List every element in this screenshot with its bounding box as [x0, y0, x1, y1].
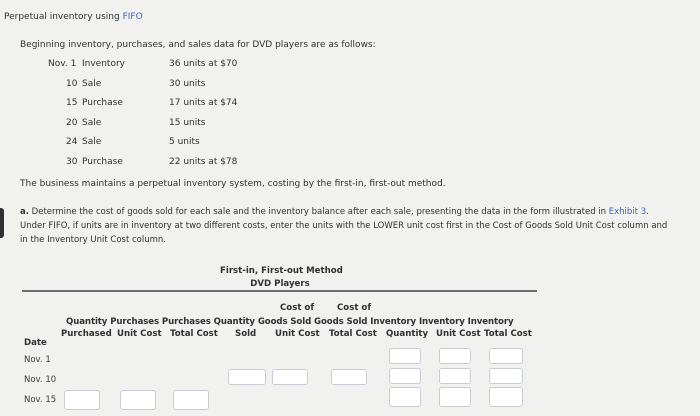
nov15-quantity-purchased-input[interactable]	[64, 390, 100, 410]
txn-type-4: Sale	[82, 137, 102, 147]
txn-detail-3: 15 units	[169, 118, 206, 128]
question-line-2: Under FIFO, if units are in inventory at two different costs, enter the units with the LOWER unit cost first in the Cost of Goods Sold Unit Cost column and	[20, 221, 668, 231]
nov1-inventory-total-cost-input[interactable]	[489, 348, 523, 364]
nov10-cogs-unit-cost-input[interactable]	[272, 369, 308, 385]
txn-date-1: 10	[66, 79, 78, 89]
txn-detail-5: 22 units at $78	[169, 157, 238, 167]
header-inv-quantity: Quantity	[386, 329, 429, 339]
header-cost-of-1: Cost of	[280, 303, 315, 313]
nov10-inventory-quantity-input[interactable]	[389, 368, 421, 384]
fifo-link[interactable]: FIFO	[122, 12, 143, 22]
txn-type-2: Purchase	[82, 98, 123, 108]
nov15-purchases-unit-cost-input[interactable]	[120, 390, 156, 410]
txn-type-3: Sale	[82, 118, 102, 128]
txn-type-0: Inventory	[82, 59, 125, 69]
nov10-inventory-unit-cost-input[interactable]	[439, 368, 471, 384]
header-purchases-unit-cost: Unit Cost	[117, 329, 162, 339]
txn-detail-0: 36 units at $70	[169, 59, 238, 69]
header-inv-unit-cost: Unit Cost	[436, 329, 481, 339]
nov1-inventory-quantity-input[interactable]	[389, 348, 421, 364]
policy-text: The business maintains a perpetual inventory system, costing by the first-in, first-out method.	[20, 179, 446, 189]
txn-date-5: 30	[66, 157, 78, 167]
question-line-1: a. Determine the cost of goods sold for each sale and the inventory balance after each sale, presenting the data in the form illustrated in Exhibit 3.	[20, 207, 649, 217]
header-cost-of-2: Cost of	[337, 303, 372, 313]
txn-type-5: Purchase	[82, 157, 123, 167]
header-inv-total-cost: Total Cost	[484, 329, 532, 339]
nov10-cogs-total-cost-input[interactable]	[331, 369, 367, 385]
header-purchased: Purchased	[61, 329, 112, 339]
txn-date-0: Nov. 1	[48, 59, 77, 69]
txn-date-3: 20	[66, 118, 78, 128]
row-date-2: Nov. 15	[24, 395, 57, 405]
row-date-0: Nov. 1	[24, 355, 51, 365]
header-cogs-unit-cost: Unit Cost	[275, 329, 320, 339]
txn-detail-1: 30 units	[169, 79, 206, 89]
table-rule	[22, 290, 537, 292]
txn-date-4: 24	[66, 137, 78, 147]
header-sold: Sold	[235, 329, 257, 339]
exhibit-link[interactable]: Exhibit 3	[608, 207, 647, 217]
nov15-purchases-total-cost-input[interactable]	[173, 390, 209, 410]
txn-detail-4: 5 units	[169, 137, 200, 147]
table-title: First-in, First-out Method	[220, 266, 343, 276]
header-cogs-total-cost: Total Cost	[329, 329, 377, 339]
txn-detail-2: 17 units at $74	[169, 98, 238, 108]
header-row-2: Quantity Purchases Purchases Quantity Goods Sold Goods Sold Inventory Inventory Inventory	[66, 317, 514, 327]
table-subtitle: DVD Players	[250, 279, 310, 289]
txn-type-1: Sale	[82, 79, 102, 89]
nov10-inventory-total-cost-input[interactable]	[489, 368, 523, 384]
question-line-3: in the Inventory Unit Cost column.	[20, 235, 166, 245]
txn-date-2: 15	[66, 98, 78, 108]
nov15-inventory-unit-cost-input[interactable]	[439, 387, 471, 407]
header-purchases-total-cost: Total Cost	[170, 329, 218, 339]
header-date: Date	[24, 338, 47, 348]
nov15-inventory-total-cost-input[interactable]	[489, 387, 523, 407]
nov15-inventory-quantity-input[interactable]	[389, 387, 421, 407]
nov10-quantity-sold-input[interactable]	[228, 369, 266, 385]
question-marker	[0, 208, 4, 238]
intro-text: Beginning inventory, purchases, and sales data for DVD players are as follows:	[20, 40, 376, 50]
page-title: Perpetual inventory using FIFO	[4, 12, 143, 22]
nov1-inventory-unit-cost-input[interactable]	[439, 348, 471, 364]
row-date-1: Nov. 10	[24, 375, 57, 385]
